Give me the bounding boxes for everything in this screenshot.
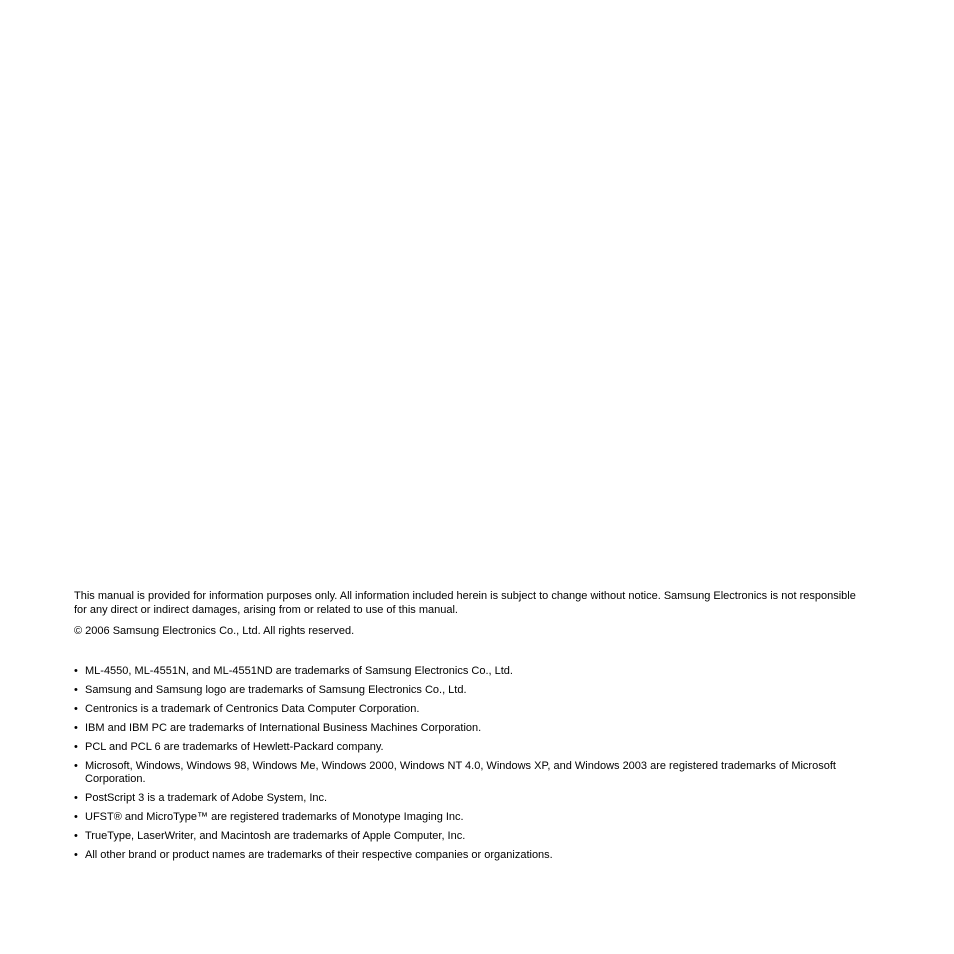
- trademark-item: [74, 811, 864, 825]
- bullet-icon: •: [74, 702, 78, 715]
- trademark-text: Microsoft, Windows, Windows 98, Windows Me, Windows 2000, Windows NT 4.0, Windows XP, and Windows 2003 are registered trademarks of Microsoft Corporation.: [85, 759, 836, 785]
- trademark-item: [74, 703, 864, 717]
- bullet-icon: •: [74, 759, 78, 772]
- trademark-item: [74, 830, 864, 844]
- disclaimer-text: This manual is provided for information purposes only. All information included herein is subject to change without notice. Samsung Electronics is not responsible for any direct or indirect damages, arising from or related to use of this manual.: [74, 590, 856, 616]
- trademark-item: [74, 684, 864, 698]
- bullet-icon: •: [74, 721, 78, 734]
- legal-notice: [74, 590, 864, 868]
- trademark-text: IBM and IBM PC are trademarks of International Business Machines Corporation.: [85, 721, 482, 734]
- trademark-text: All other brand or product names are trademarks of their respective companies or organizations.: [85, 849, 553, 861]
- trademark-text: PostScript 3 is a trademark of Adobe System, Inc.: [85, 792, 328, 804]
- trademark-text: Centronics is a trademark of Centronics Data Computer Corporation.: [85, 702, 420, 715]
- bullet-icon: •: [74, 811, 78, 823]
- trademark-item: [74, 792, 864, 806]
- trademark-item: [74, 849, 864, 863]
- trademark-text: Samsung and Samsung logo are trademarks of Samsung Electronics Co., Ltd.: [85, 683, 467, 696]
- bullet-icon: •: [74, 792, 78, 804]
- bullet-icon: •: [74, 830, 78, 842]
- bullet-icon: •: [74, 740, 78, 753]
- bullet-icon: •: [74, 849, 78, 861]
- bullet-icon: •: [74, 683, 78, 696]
- trademark-item: [74, 741, 864, 755]
- copyright-text: © 2006 Samsung Electronics Co., Ltd. All rights reserved.: [74, 625, 355, 637]
- trademark-text: UFST® and MicroType™ are registered trademarks of Monotype Imaging Inc.: [85, 811, 464, 823]
- trademark-item: [74, 722, 864, 736]
- bullet-icon: •: [74, 664, 78, 677]
- trademark-text: TrueType, LaserWriter, and Macintosh are trademarks of Apple Computer, Inc.: [85, 830, 466, 842]
- trademark-text: ML-4550, ML-4551N, and ML-4551ND are trademarks of Samsung Electronics Co., Ltd.: [85, 664, 513, 677]
- trademark-item: [74, 665, 864, 679]
- trademark-list: [74, 665, 864, 863]
- trademark-text: PCL and PCL 6 are trademarks of Hewlett-Packard company.: [85, 740, 384, 753]
- trademark-item: [74, 760, 864, 787]
